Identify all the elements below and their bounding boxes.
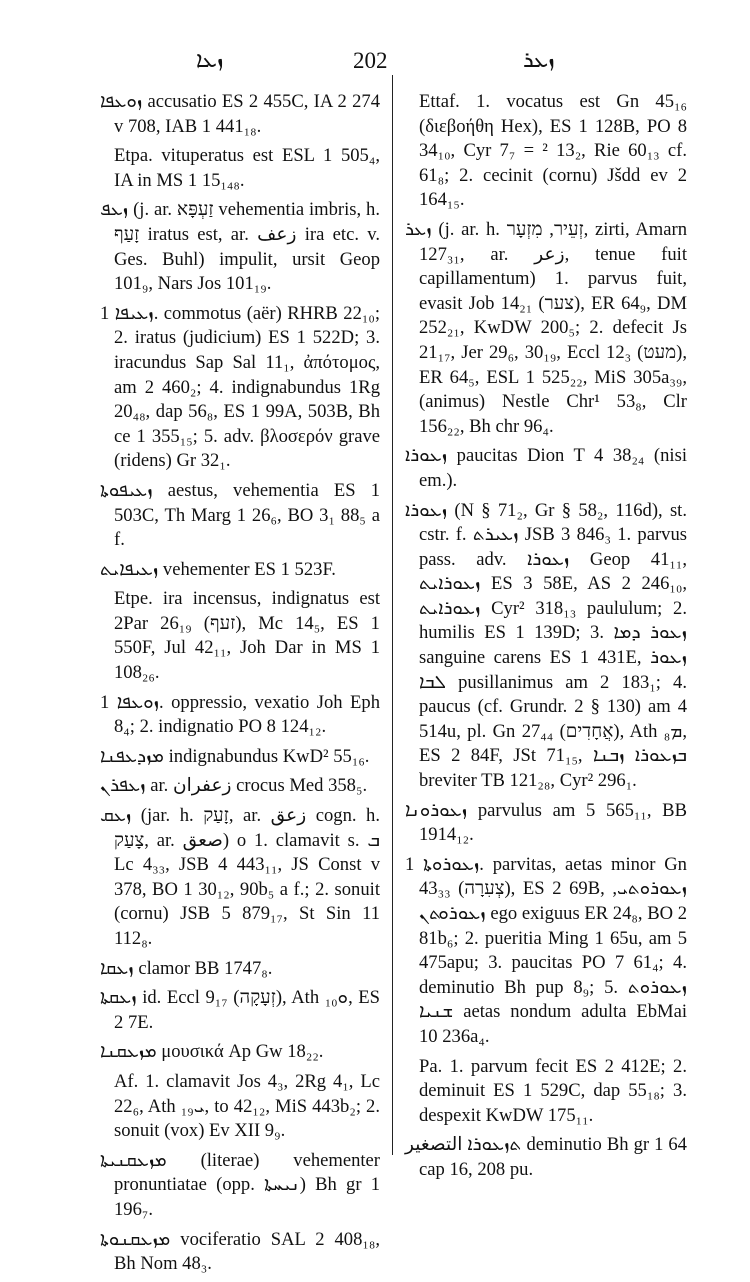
dictionary-entry: ܙܥܝܦܘܬܐ aestus, vehementia ES 1 503C, Th Marg 1 26₆, BO 3₁ 88₅ a f. [100, 479, 380, 551]
page-header [0, 48, 750, 78]
left-column [100, 90, 380, 1282]
dictionary-entry: ܙܥܝܦܐܝܬ vehementer ES 1 523F. [100, 558, 336, 580]
dictionary-entry: Etpa. vituperatus est ESL 1 505₄, IA in MS 1 15₁₄₈. [114, 145, 380, 191]
dictionary-entry: ܙܥܩܐ clamor BB 1747₈. [100, 957, 273, 979]
header-left-word: ܙܥܐ [196, 48, 224, 73]
dictionary-entry: Ettaf. 1. vocatus est Gn 45₁₆ (διεβοήθη Hex), ES 1 128B, PO 8 34₁₀, Cyr 7₇ = ² 13₂, Rie 60₁₃ cf. 61₈; 2. cecinit (cornu) Jšdd ev 2 164₁₅. [419, 91, 687, 211]
dictionary-entry: ܙܥܘܪܐ (N § 71₂, Gr § 58₂, 116d), st. cstr. f. ܙܥܝܪܬ JSB 3 846₃ 1. parvus pass. adv. ܙܥܘܪܐ Geop 41₁₁, ܙܥܘܪܐܝܬ ES 3 58E, AS 2 246₁₀, ܙܥܘܪܐܝܬ Cyr² 318₁₃ paululum; 2. humilis ES 1 139D; 3. ܙܥܘܪ ܕܡܐ sanguine carens ES 1 431E, ܙܥܘܪ ܠܒܐ pusillanimus am 2 183₁; 4. paucus (cf. Grundr. 2 § 130) am 4 514u, pl. Gn 27₄₄ (אֲחָדִים), Ath ܡ₈, ES 2 84F, JSt 71₁₅, ܒܙܥܘܪܐ ܙܒܢܐ breviter TB 121₂₈, Cyr² 296₁. [405, 499, 687, 792]
header-right-word: ܙܥܪ [523, 48, 555, 73]
page-number: 202 [353, 48, 388, 73]
dictionary-entry: ܙܥܘܪܘܢܐ parvulus am 5 565₁₁, BB 1914₁₂. [405, 799, 687, 846]
dictionary-entry: ܙܥܘܪܐ paucitas Dion T 4 38₂₄ (nisi em.). [405, 445, 687, 491]
dictionary-entry: ܡܙܥܩܢܝܬܐ (literae) vehementer pronuntiatae (opp. ܢܝܚܬܐ) Bh gr 1 196₇. [100, 1149, 381, 1220]
dictionary-entry: ܙܥܝܦܐ 1. commotus (aër) RHRB 22₁₀; 2. iratus (judicium) ES 1 522D; 3. iracundus Sap Sal 11₁, ἀπότομος, am 2 460₂; 4. indignabundus 1Rg 20₄₈, dap 56₈, ES 1 99A, 503B, Bh ce 1 355₁₅; 5. adv. βλοσερόν grave (ridens) Gr 32₁. [100, 302, 380, 472]
dictionary-entry: ܡܙܥܩܢܘܬܐ vociferatio SAL 2 408₁₈, Bh Nom 48₃. [100, 1228, 380, 1275]
dictionary-entry: ܙܥܪ (j. ar. h. זְעֵיר, מִזְעָר, zirti, Amarn 127₃₁, ar. زعر, tenue fuit capillamentum) 1. parvus fuit, evasit Job 14₂₁ (צער), ER 64₉, DM 252₂₁, KwDW 200₅; 2. defecit Js 21₁₇, Jer 29₆, 30₁₉, Eccl 12₃ (מעט), ER 64₅, ESL 1 525₂₂, MiS 305a₃₉, (animus) Nestle Chr¹ 53₈, Clr 156₂₂, Bh chr 96₄. [405, 218, 687, 437]
dictionary-entry: ܙܥܦܪܢ ar. زعفران crocus Med 358₅. [100, 775, 368, 797]
dictionary-entry: ܡܙܥܩܢܐ μουσικά Ap Gw 18₂₂. [100, 1041, 324, 1063]
dictionary-entry: ܙܘܥܦܐ accusatio ES 2 455C, IA 2 274 v 708, IAB 1 441₁₈. [100, 91, 380, 137]
dictionary-entry: ܙܥܦ (j. ar. זַעְפָּא vehementia imbris, h. זָעַף iratus est, ar. زعف ira etc. v. Ges. Buhl) impulit, ursit Geop 101₉, Nars Jos 101₁₉. [100, 199, 380, 295]
column-divider [392, 75, 393, 1155]
dictionary-entry: Af. 1. clamavit Jos 4₃, 2Rg 4₁, Lc 22₆, Ath ܝ₁₉, to 42₁₂, MiS 443b₂; 2. sonuit (vox) Ev XII 9₉. [114, 1070, 380, 1142]
right-column [405, 90, 687, 1188]
dictionary-entry: Pa. 1. parvum fecit ES 2 412E; 2. deminuit ES 1 529C, dap 55₁₈; 3. despexit KwDW 175₁₁. [419, 1055, 687, 1126]
dictionary-entry: ܬܙܥܘܪܐ التصغير deminutio Bh gr 1 64 cap 16, 208 pu. [405, 1134, 687, 1180]
dictionary-entry: ܡܙܕܥܦܢܐ indignabundus KwD² 55₁₆. [100, 745, 370, 767]
dictionary-entry: ܙܘܥܦܐ 1. oppressio, vexatio Joh Eph 8₄; 2. indignatio PO 8 124₁₂. [100, 691, 381, 738]
dictionary-entry: ܙܥܩ (jar. h. זָעַק, ar. زعق cogn. h. צָעַק, ar. صعق) o 1. clamavit s. ܒ Lc 4₃₃, JSB 4 443₁₁, JS Const v 378, BO 1 30₁₂, 90b₅ a f.; 2. sonuit (cornu) JSB 5 879₁₇, St Sin 11 112₈. [100, 805, 381, 949]
dictionary-entry: ܙܥܘܪܘܬܐ 1. parvitas, aetas minor Gn 43₃₃ (צְעִרָה), ES 2 69B, ܙܥܘܪܘܬܝ, ܙܥܘܪܘܬܢ ego exiguus ER 24₈, BO 2 81b₆; 2. pueritia Ming 1 65u, am 5 475apu; 3. paucitas PO 7 61₄; 4. deminutio Bh pup 8₉; 5. ܙܥܘܪܘܬ ܫܢܝܐ aetas nondum adulta EbMai 10 236a₄. [405, 853, 687, 1047]
dictionary-entry: Etpe. ira incensus, indignatus est 2Par 26₁₉ (זעף), Mc 14₅, ES 1 550F, Jul 42₁₁, Joh Dar in MS 1 108₂₆. [114, 588, 380, 684]
dictionary-entry: ܙܥܩܬܐ id. Eccl 9₁₇ (זְעָקָה), Ath ܘ₁₀, ES 2 7E. [100, 987, 380, 1033]
